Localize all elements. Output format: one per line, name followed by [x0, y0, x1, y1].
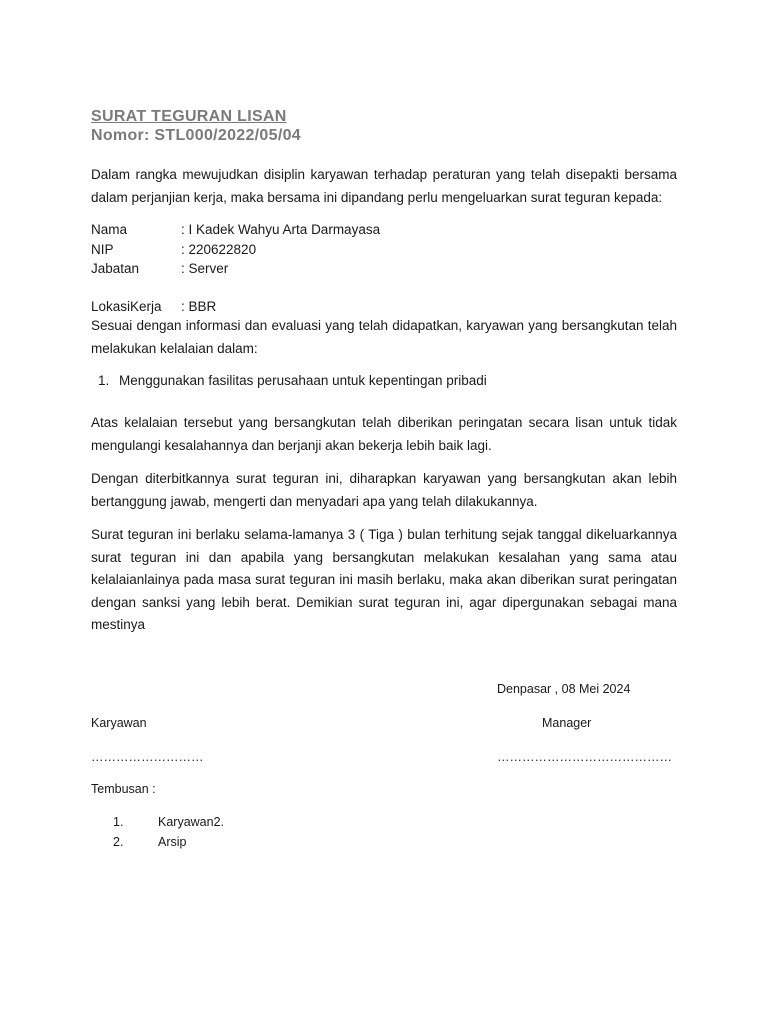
field-label-jabatan: Jabatan — [91, 261, 140, 276]
cc-item-number: 1. — [113, 815, 124, 829]
manager-signature-line: …………………………………… — [497, 750, 672, 764]
manager-signature-label: Manager — [542, 716, 592, 730]
field-value-jabatan: : Server — [181, 261, 229, 276]
field-label-nama: Nama — [91, 222, 128, 237]
cc-label: Tembusan : — [91, 782, 156, 796]
validity-paragraph: Surat teguran ini berlaku selama-lamanya 3 ( Tiga ) bulan terhitung sejak tanggal dikeluarkannya surat teguran ini dan apabila yang bersangkutan melakukan kesalahan yang sama atau kelalaianlainya pada masa surat teguran ini masih berlaku, maka akan diberikan surat peringatan dengan sanksi yang lebih berat. Demikian surat teguran ini, agar dipergunakan sebagai mana mestinya — [91, 527, 677, 632]
violation-number: 1. — [98, 373, 110, 388]
violation-text: Menggunakan fasilitas perusahaan untuk kepentingan pribadi — [119, 373, 487, 388]
employee-signature-line: ……………………… — [91, 750, 204, 764]
cc-item-text: Arsip — [158, 835, 187, 849]
field-value-nama: : I Kadek Wahyu Arta Darmayasa — [181, 222, 381, 237]
field-label-lokasi: LokasiKerja — [91, 299, 162, 314]
cc-item-number: 2. — [113, 835, 124, 849]
intro-paragraph: Dalam rangka mewujudkan disiplin karyawan terhadap peraturan yang telah disepakti bersama dalam perjanjian kerja, maka bersama ini dipandang perlu mengeluarkan surat teguran kepada: — [91, 167, 677, 205]
field-value-nip: : 220622820 — [181, 242, 257, 257]
cc-item-text: Karyawan2. — [158, 815, 225, 829]
info-paragraph: Sesuai dengan informasi dan evaluasi yang telah didapatkan, karyawan yang bersangkutan telah melakukan kelalaian dalam: — [91, 318, 677, 356]
field-value-lokasi: : BBR — [181, 299, 217, 314]
warning-paragraph: Atas kelalaian tersebut yang bersangkutan telah diberikan peringatan secara lisan untuk tidak mengulangi kesalahannya dan berjanji akan bekerja lebih baik lagi. — [91, 415, 677, 453]
employee-signature-label: Karyawan — [91, 716, 147, 730]
place-date: Denpasar , 08 Mei 2024 — [497, 682, 631, 696]
field-label-nip: NIP — [91, 242, 114, 257]
letter-title: SURAT TEGURAN LISAN — [91, 108, 287, 125]
letter-number: Nomor: STL000/2022/05/04 — [91, 127, 301, 144]
hope-paragraph: Dengan diterbitkannya surat teguran ini, diharapkan karyawan yang bersangkutan akan lebih bertanggung jawab, mengerti dan menyadari apa yang telah dilakukannya. — [91, 471, 677, 509]
